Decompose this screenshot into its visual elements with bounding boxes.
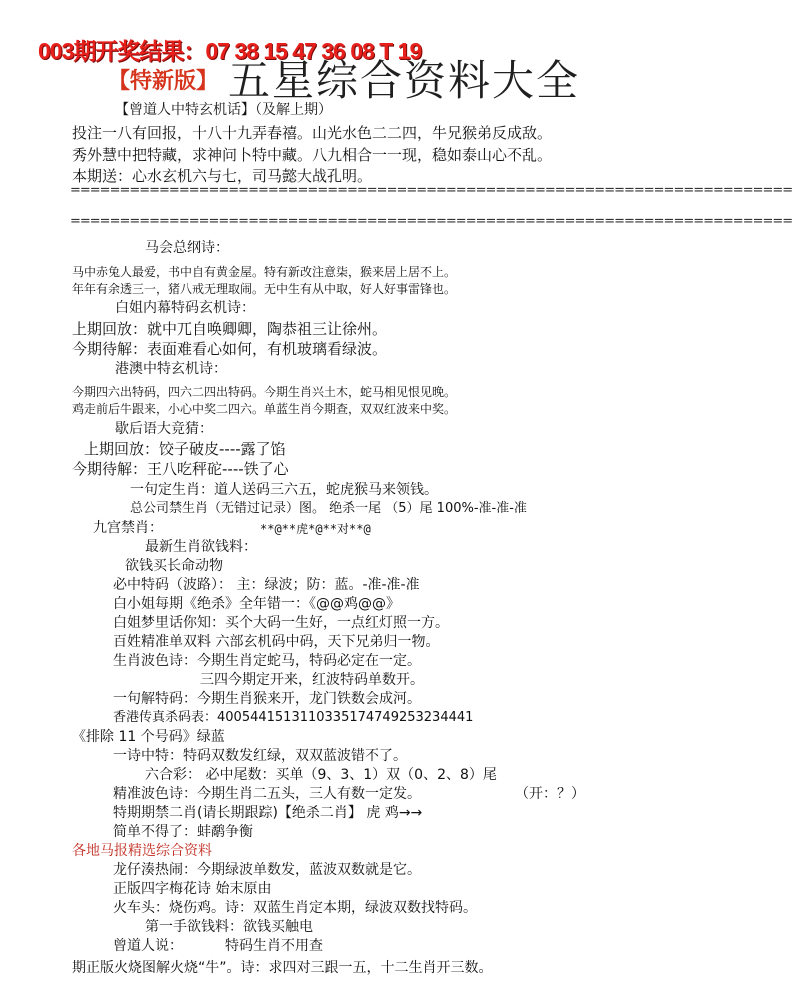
section-heading-mahui: 马会总纲诗：	[145, 240, 229, 256]
separator-line: =========================================================================	[70, 183, 792, 198]
zodiac-money-heading: 最新生肖欲钱料：	[145, 539, 257, 555]
dream-poem: 白姐梦里话你知：买个大码一生好，一点红灯照一方。	[113, 615, 449, 631]
prev-answer: 上期回放：就中兀自唤卿卿，陶恭祖三让徐州。	[72, 320, 388, 338]
kill-zodiac: 白小姐每期《绝杀》全年错一：《@@鸡@@》	[113, 596, 400, 612]
current-riddle: 今期待解：表面难看心如何，有机玻璃看绿波。	[72, 340, 388, 358]
precise-wave-poem: 精准波色诗：今期生肖二五头，三人有数一定发。	[113, 786, 421, 802]
jiugong-value: **@**虎*@**对**@	[260, 522, 371, 536]
tail-numbers: 六合彩： 必中尾数：买单（9、3、1）双（0、2、8）尾	[145, 767, 497, 783]
exclude-numbers: 《排除 11 个号码》绿蓝	[72, 729, 225, 745]
one-poem-special: 一诗中特：特码双数发红绿，双双蓝波错不了。	[113, 748, 407, 764]
zodiac-wave-poem-line2: 三四今期定开来，红波特码单数开。	[200, 672, 424, 688]
plum-poem: 正版四字梅花诗 始末原由	[113, 881, 272, 897]
one-line-special: 一句解特码：今期生肖猴来开，龙门铁数会成河。	[113, 691, 421, 707]
first-hand-money: 第一手欲钱料：欲钱买触电	[145, 919, 313, 935]
poem-line: 年年有余透三一，猪八戒无理取闹。无中生有从中取，好人好事雷锋也。	[72, 282, 457, 296]
longzai-poem: 龙仔湊热闹：今期绿波单数发，蓝波双数就是它。	[113, 862, 421, 878]
open-result: （开：？）	[515, 786, 585, 802]
odd-even: 百姓精准单双料 六部玄机码中码，天下兄弟归一物。	[113, 634, 440, 650]
page-title: 五星综合资料大全	[228, 56, 581, 105]
poem-line: 鸡走前后牛跟来，小心中奖二四六。单蓝生肖今期查，双双红波来中奖。	[72, 402, 457, 416]
zengdaoren-value: 特码生肖不用查	[225, 938, 323, 954]
fire-map: 期正版火烧图解火烧“牛”。诗：求四对三跟一五，十二生肖开三数。	[72, 960, 493, 976]
section-heading-baiju: 白姐内幕特码玄机诗：	[115, 300, 255, 316]
banned-zodiac: 总公司禁生肖（无错过记录）图。 绝杀一尾 （5）尾 100%-准-准-准	[130, 501, 527, 516]
prev-answer: 上期回放：饺子破皮----露了馅	[84, 440, 286, 458]
jiugong-label: 九宫禁肖：	[93, 520, 163, 536]
section-heading-xiehouyu: 歇后语大竞猜：	[115, 421, 213, 437]
section-heading-zengdaoren: 【曾道人中特玄机话】（及解上期）	[115, 102, 332, 118]
section-heading-gangao: 港澳中特玄机诗：	[115, 361, 227, 377]
lottery-result-header: 003期开奖结果：07 38 15 47 36 08 T 19	[38, 38, 422, 64]
hk-fax-kill-table: 香港传真杀码表：4005441513110335174749253234441	[113, 710, 474, 725]
separator-line: =========================================================================	[70, 214, 792, 229]
poem-line: 马中赤兔人最爱，书中自有黄金屋。特有新改注意柒，猴来居上居不上。	[72, 265, 457, 279]
poem-line: 秀外慧中把特藏，求神问卜特中藏。八九相合一一现，稳如泰山心不乱。	[72, 146, 553, 164]
train-head: 火车头：烧伤鸡。诗：双蓝生肖定本期，绿波双数找特码。	[113, 900, 477, 916]
simple-phrase: 简单不得了：蚌鹬争衡	[113, 824, 253, 840]
money-riddle: 欲钱买长命动物	[125, 558, 223, 574]
poem-line: 本期送：心水玄机六与七，司马懿大战孔明。	[72, 167, 373, 185]
wave-color: 必中特码（波路）： 主：绿波；防：蓝。-准-准-准	[113, 577, 420, 593]
one-line-zodiac: 一句定生肖：道人送码三六五，蛇虎猴马来领钱。	[130, 482, 438, 498]
section-heading-regional: 各地马报精选综合资料	[72, 843, 212, 859]
current-riddle: 今期待解：王八吃秤砣----铁了心	[72, 460, 289, 478]
edition-tag: 【特新版】	[108, 69, 219, 94]
poem-line: 投注一八有回报，十八十九弄春禧。山光水色二二四，牛兄猴弟反成敌。	[72, 124, 553, 142]
banned-two-zodiac: 特期期禁二肖(请长期跟踪)【绝杀二肖】 虎 鸡→→	[113, 805, 423, 821]
zengdaoren-says: 曾道人说：	[113, 938, 183, 954]
poem-line: 今期四六出特码，四六二四出特码。今期生肖兴土木，蛇马相见恨见晚。	[72, 385, 457, 399]
zodiac-wave-poem: 生肖波色诗：今期生肖定蛇马，特码必定在一定。	[113, 653, 421, 669]
